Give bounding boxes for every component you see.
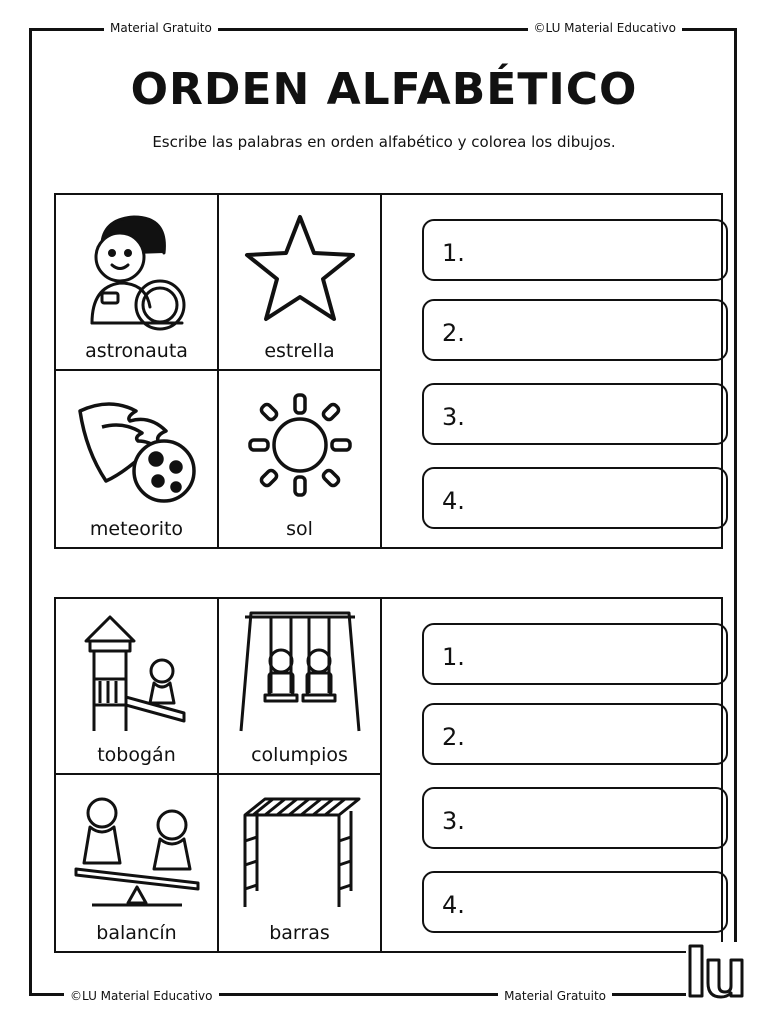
lu-logo-icon (686, 942, 746, 1002)
word-label: barras (269, 922, 330, 944)
word-card (219, 371, 382, 547)
answer-lines (402, 599, 721, 951)
answer-box-3[interactable] (422, 787, 728, 849)
monkey-bars-icon (235, 785, 365, 913)
word-card (219, 195, 382, 371)
word-label: estrella (264, 340, 335, 362)
answer-box-1[interactable] (422, 219, 728, 281)
astronaut-icon (72, 205, 202, 333)
header-right-label: ©LU Material Educativo (528, 20, 683, 36)
seesaw-icon (72, 785, 202, 913)
meteorite-icon (72, 381, 202, 509)
word-label: meteorito (89, 518, 184, 540)
word-section-space (54, 193, 723, 549)
header-left-label: Material Gratuito (104, 20, 218, 36)
answer-number: 3. (442, 807, 465, 835)
answer-box-1[interactable] (422, 623, 728, 685)
answer-number: 1. (442, 643, 465, 671)
word-card (56, 775, 219, 951)
answer-box-2[interactable] (422, 703, 728, 765)
swings-icon (235, 609, 365, 737)
word-label: astronauta (85, 340, 188, 362)
worksheet-title: ORDEN ALFABÉTICO (130, 64, 638, 115)
star-icon (235, 205, 365, 333)
worksheet-instructions: Escribe las palabras en orden alfabético y colorea los dibujos. (152, 133, 616, 151)
footer-left-label: ©LU Material Educativo (64, 988, 219, 1004)
answer-number: 4. (442, 487, 465, 515)
answer-box-4[interactable] (422, 467, 728, 529)
word-card (56, 195, 219, 371)
answer-box-2[interactable] (422, 299, 728, 361)
word-label: tobogán (97, 744, 176, 766)
word-label: balancín (96, 922, 177, 944)
answer-box-4[interactable] (422, 871, 728, 933)
word-card (56, 371, 219, 547)
word-label: sol (286, 518, 313, 540)
word-card (56, 599, 219, 775)
answer-box-3[interactable] (422, 383, 728, 445)
word-card (219, 599, 382, 775)
answer-number: 2. (442, 723, 465, 751)
word-section-playground (54, 597, 723, 953)
answer-number: 2. (442, 319, 465, 347)
answer-number: 1. (442, 239, 465, 267)
word-card (219, 775, 382, 951)
footer-right-label: Material Gratuito (498, 988, 612, 1004)
slide-icon (72, 609, 202, 737)
answer-lines (402, 195, 721, 547)
word-label: columpios (251, 744, 348, 766)
answer-number: 4. (442, 891, 465, 919)
sun-icon (235, 381, 365, 509)
answer-number: 3. (442, 403, 465, 431)
